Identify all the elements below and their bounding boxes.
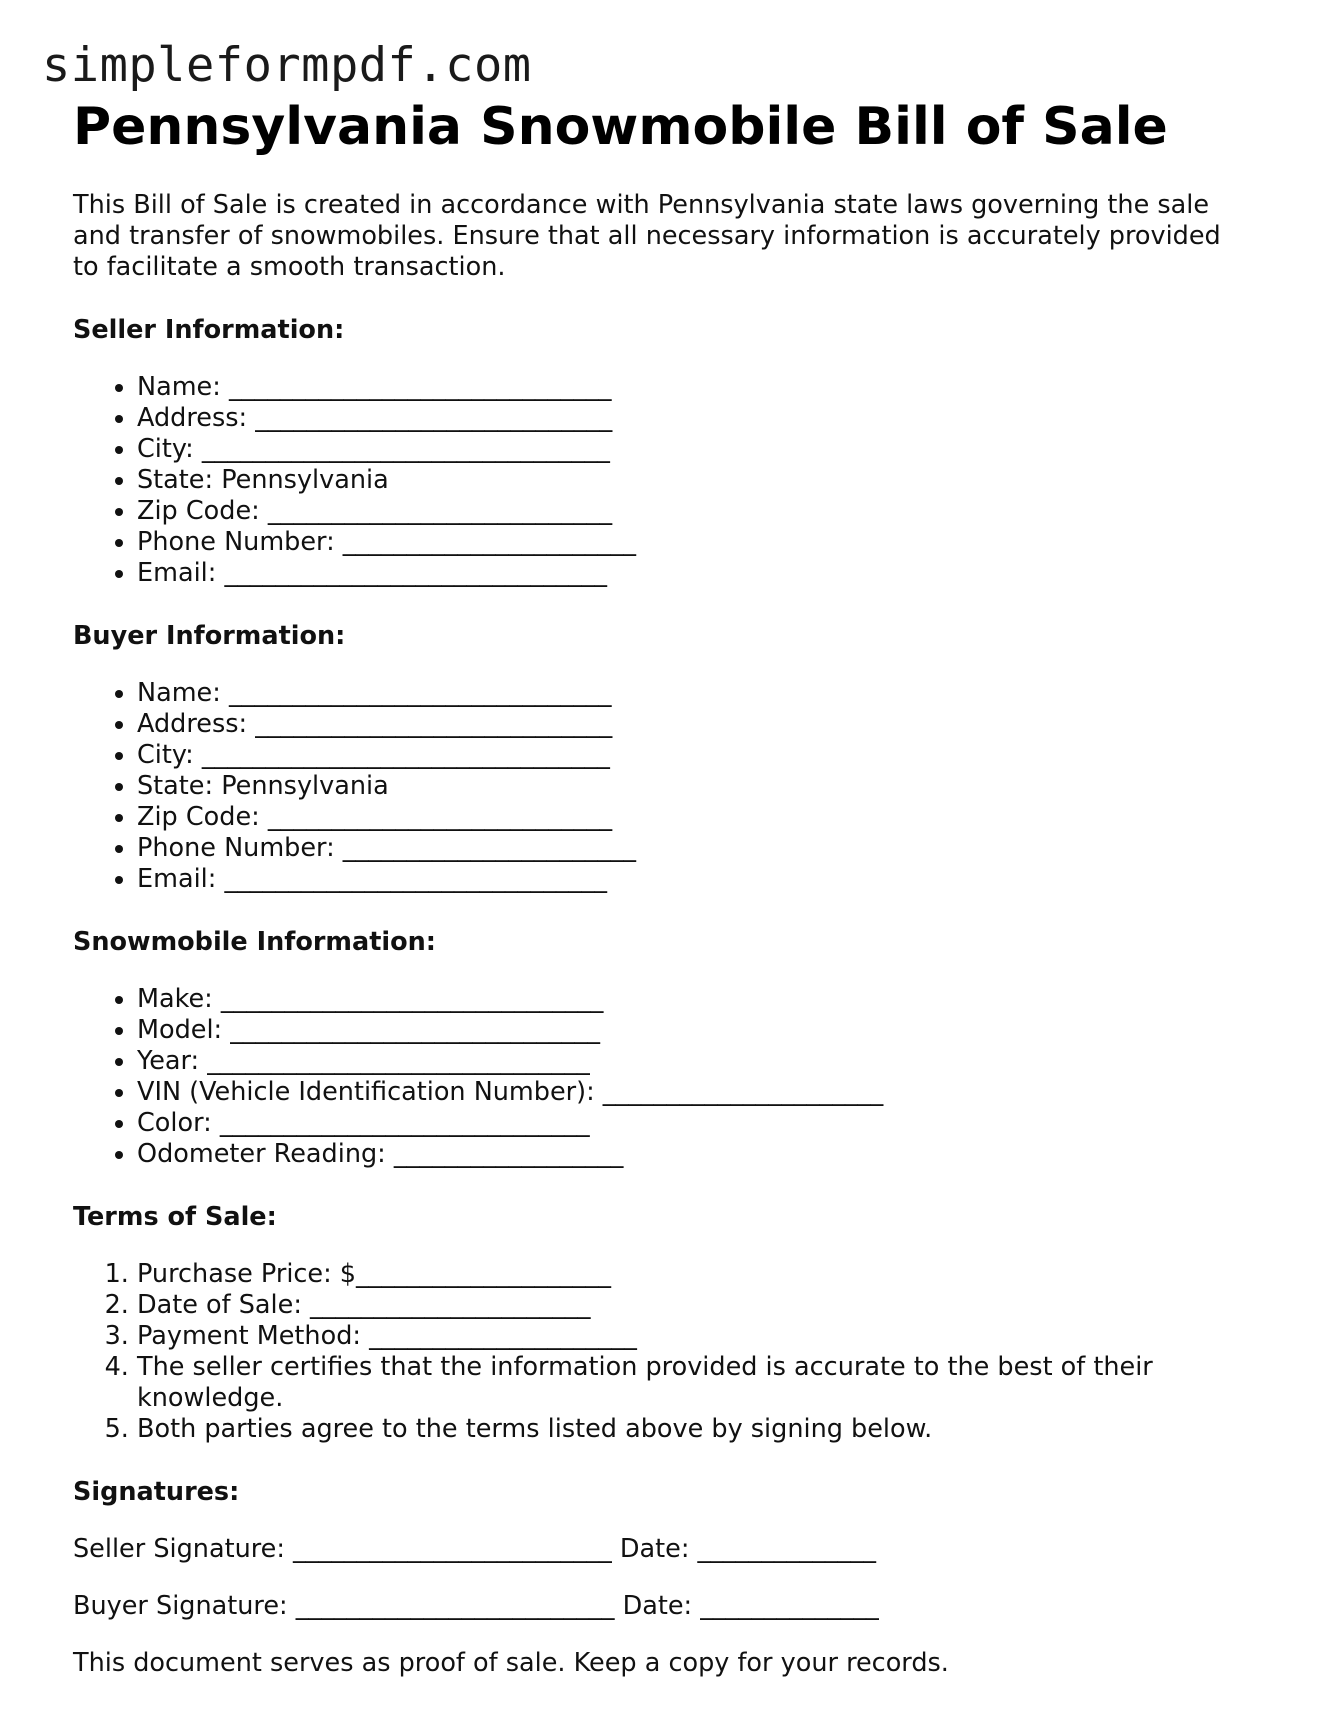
intro-paragraph: This Bill of Sale is created in accordance with Pennsylvania state laws governing the sale and transfer of snowmobiles. Ensure that all necessary information is accurately provided to facilitate a smooth transaction. (73, 190, 1221, 283)
field-value: ________________________________ (201, 740, 610, 771)
field-value: ______________________________ (207, 1046, 590, 1077)
field-value: ______________________________ (224, 558, 607, 589)
field-label: Model: (137, 1015, 231, 1046)
field-label: Email: (137, 558, 225, 589)
field-label: State: (137, 771, 222, 802)
signatures-heading: Signatures: (73, 1477, 240, 1508)
snowmobile-color-field[interactable] (137, 1108, 1253, 1139)
field-label: State: (137, 465, 222, 496)
field-label: Name: (137, 372, 229, 403)
term-agreement: 5. Both parties agree to the terms listed above by signing below. (137, 1414, 1253, 1445)
buyer-email-field[interactable] (137, 864, 1253, 895)
seller-heading: Seller Information: (73, 315, 345, 346)
term-purchase-price[interactable]: 1. Purchase Price: $____________________ (137, 1259, 1253, 1290)
seller-phone-field[interactable] (137, 527, 1253, 558)
snowmobile-vin-field[interactable] (137, 1077, 1253, 1108)
field-value: ______________________________ (228, 678, 612, 709)
buyer-state-field (137, 771, 1253, 802)
snowmobile-fields-list (73, 984, 1253, 1170)
field-value: _______________________ (342, 527, 637, 558)
seller-fields-list (73, 372, 1253, 589)
seller-zip-field[interactable] (137, 496, 1253, 527)
field-label: Name: (137, 678, 229, 709)
buyer-heading: Buyer Information: (73, 621, 346, 652)
field-label: Year: (137, 1046, 208, 1077)
field-value: ___________________________ (267, 802, 613, 833)
snowmobile-odometer-field[interactable] (137, 1139, 1253, 1170)
field-value: _______________________ (342, 833, 637, 864)
buyer-name-field[interactable] (137, 678, 1253, 709)
buyer-fields-list (73, 678, 1253, 895)
seller-signature-line[interactable]: Seller Signature: _________________________ Date: ______________ (73, 1534, 877, 1565)
field-label: Phone Number: (137, 527, 343, 558)
field-label: VIN (Vehicle Identification Number): (137, 1077, 603, 1108)
field-label: City: (137, 434, 202, 465)
document-body (73, 96, 1253, 1679)
buyer-city-field[interactable] (137, 740, 1253, 771)
snowmobile-heading: Snowmobile Information: (73, 927, 437, 958)
snowmobile-model-field[interactable] (137, 1015, 1253, 1046)
field-value: ____________________________ (255, 403, 613, 434)
seller-state-field (137, 465, 1253, 496)
page-title: Pennsylvania Snowmobile Bill of Sale (73, 97, 1168, 157)
field-label: Zip Code: (137, 496, 268, 527)
field-label: Email: (137, 864, 225, 895)
seller-city-field[interactable] (137, 434, 1253, 465)
seller-name-field[interactable] (137, 372, 1253, 403)
field-value: __________________ (393, 1139, 624, 1170)
field-value: ______________________________ (220, 984, 604, 1015)
field-label: Zip Code: (137, 802, 268, 833)
field-label: Make: (137, 984, 221, 1015)
term-date-of-sale[interactable]: 2. Date of Sale: ______________________ (137, 1290, 1253, 1321)
buyer-signature-line[interactable]: Buyer Signature: _________________________ Date: ______________ (73, 1591, 879, 1622)
buyer-zip-field[interactable] (137, 802, 1253, 833)
field-label: Phone Number: (137, 833, 343, 864)
terms-list (73, 1259, 1253, 1445)
field-label: Color: (137, 1108, 220, 1139)
footer-note: This document serves as proof of sale. Keep a copy for your records. (73, 1648, 949, 1679)
seller-address-field[interactable] (137, 403, 1253, 434)
term-payment-method[interactable]: 3. Payment Method: _____________________ (137, 1321, 1253, 1352)
field-value: ___________________________ (267, 496, 613, 527)
field-value: ______________________________ (228, 372, 612, 403)
field-value: ______________________ (602, 1077, 884, 1108)
buyer-phone-field[interactable] (137, 833, 1253, 864)
buyer-address-field[interactable] (137, 709, 1253, 740)
field-value: ________________________________ (201, 434, 610, 465)
snowmobile-year-field[interactable] (137, 1046, 1253, 1077)
snowmobile-make-field[interactable] (137, 984, 1253, 1015)
field-label: Address: (137, 403, 256, 434)
field-value: ______________________________ (224, 864, 607, 895)
field-label: Odometer Reading: (137, 1139, 394, 1170)
field-label: City: (137, 740, 202, 771)
field-value: Pennsylvania (221, 465, 389, 496)
seller-email-field[interactable] (137, 558, 1253, 589)
field-label: Address: (137, 709, 256, 740)
field-value: ____________________________ (255, 709, 613, 740)
watermark-text: simpleformpdf.com (42, 38, 532, 93)
term-seller-certification: 4. The seller certifies that the information provided is accurate to the best of their knowledge. (137, 1352, 1253, 1414)
terms-heading: Terms of Sale: (73, 1202, 277, 1233)
field-value: Pennsylvania (221, 771, 389, 802)
field-value: _____________________________ (230, 1015, 601, 1046)
field-value: _____________________________ (219, 1108, 590, 1139)
